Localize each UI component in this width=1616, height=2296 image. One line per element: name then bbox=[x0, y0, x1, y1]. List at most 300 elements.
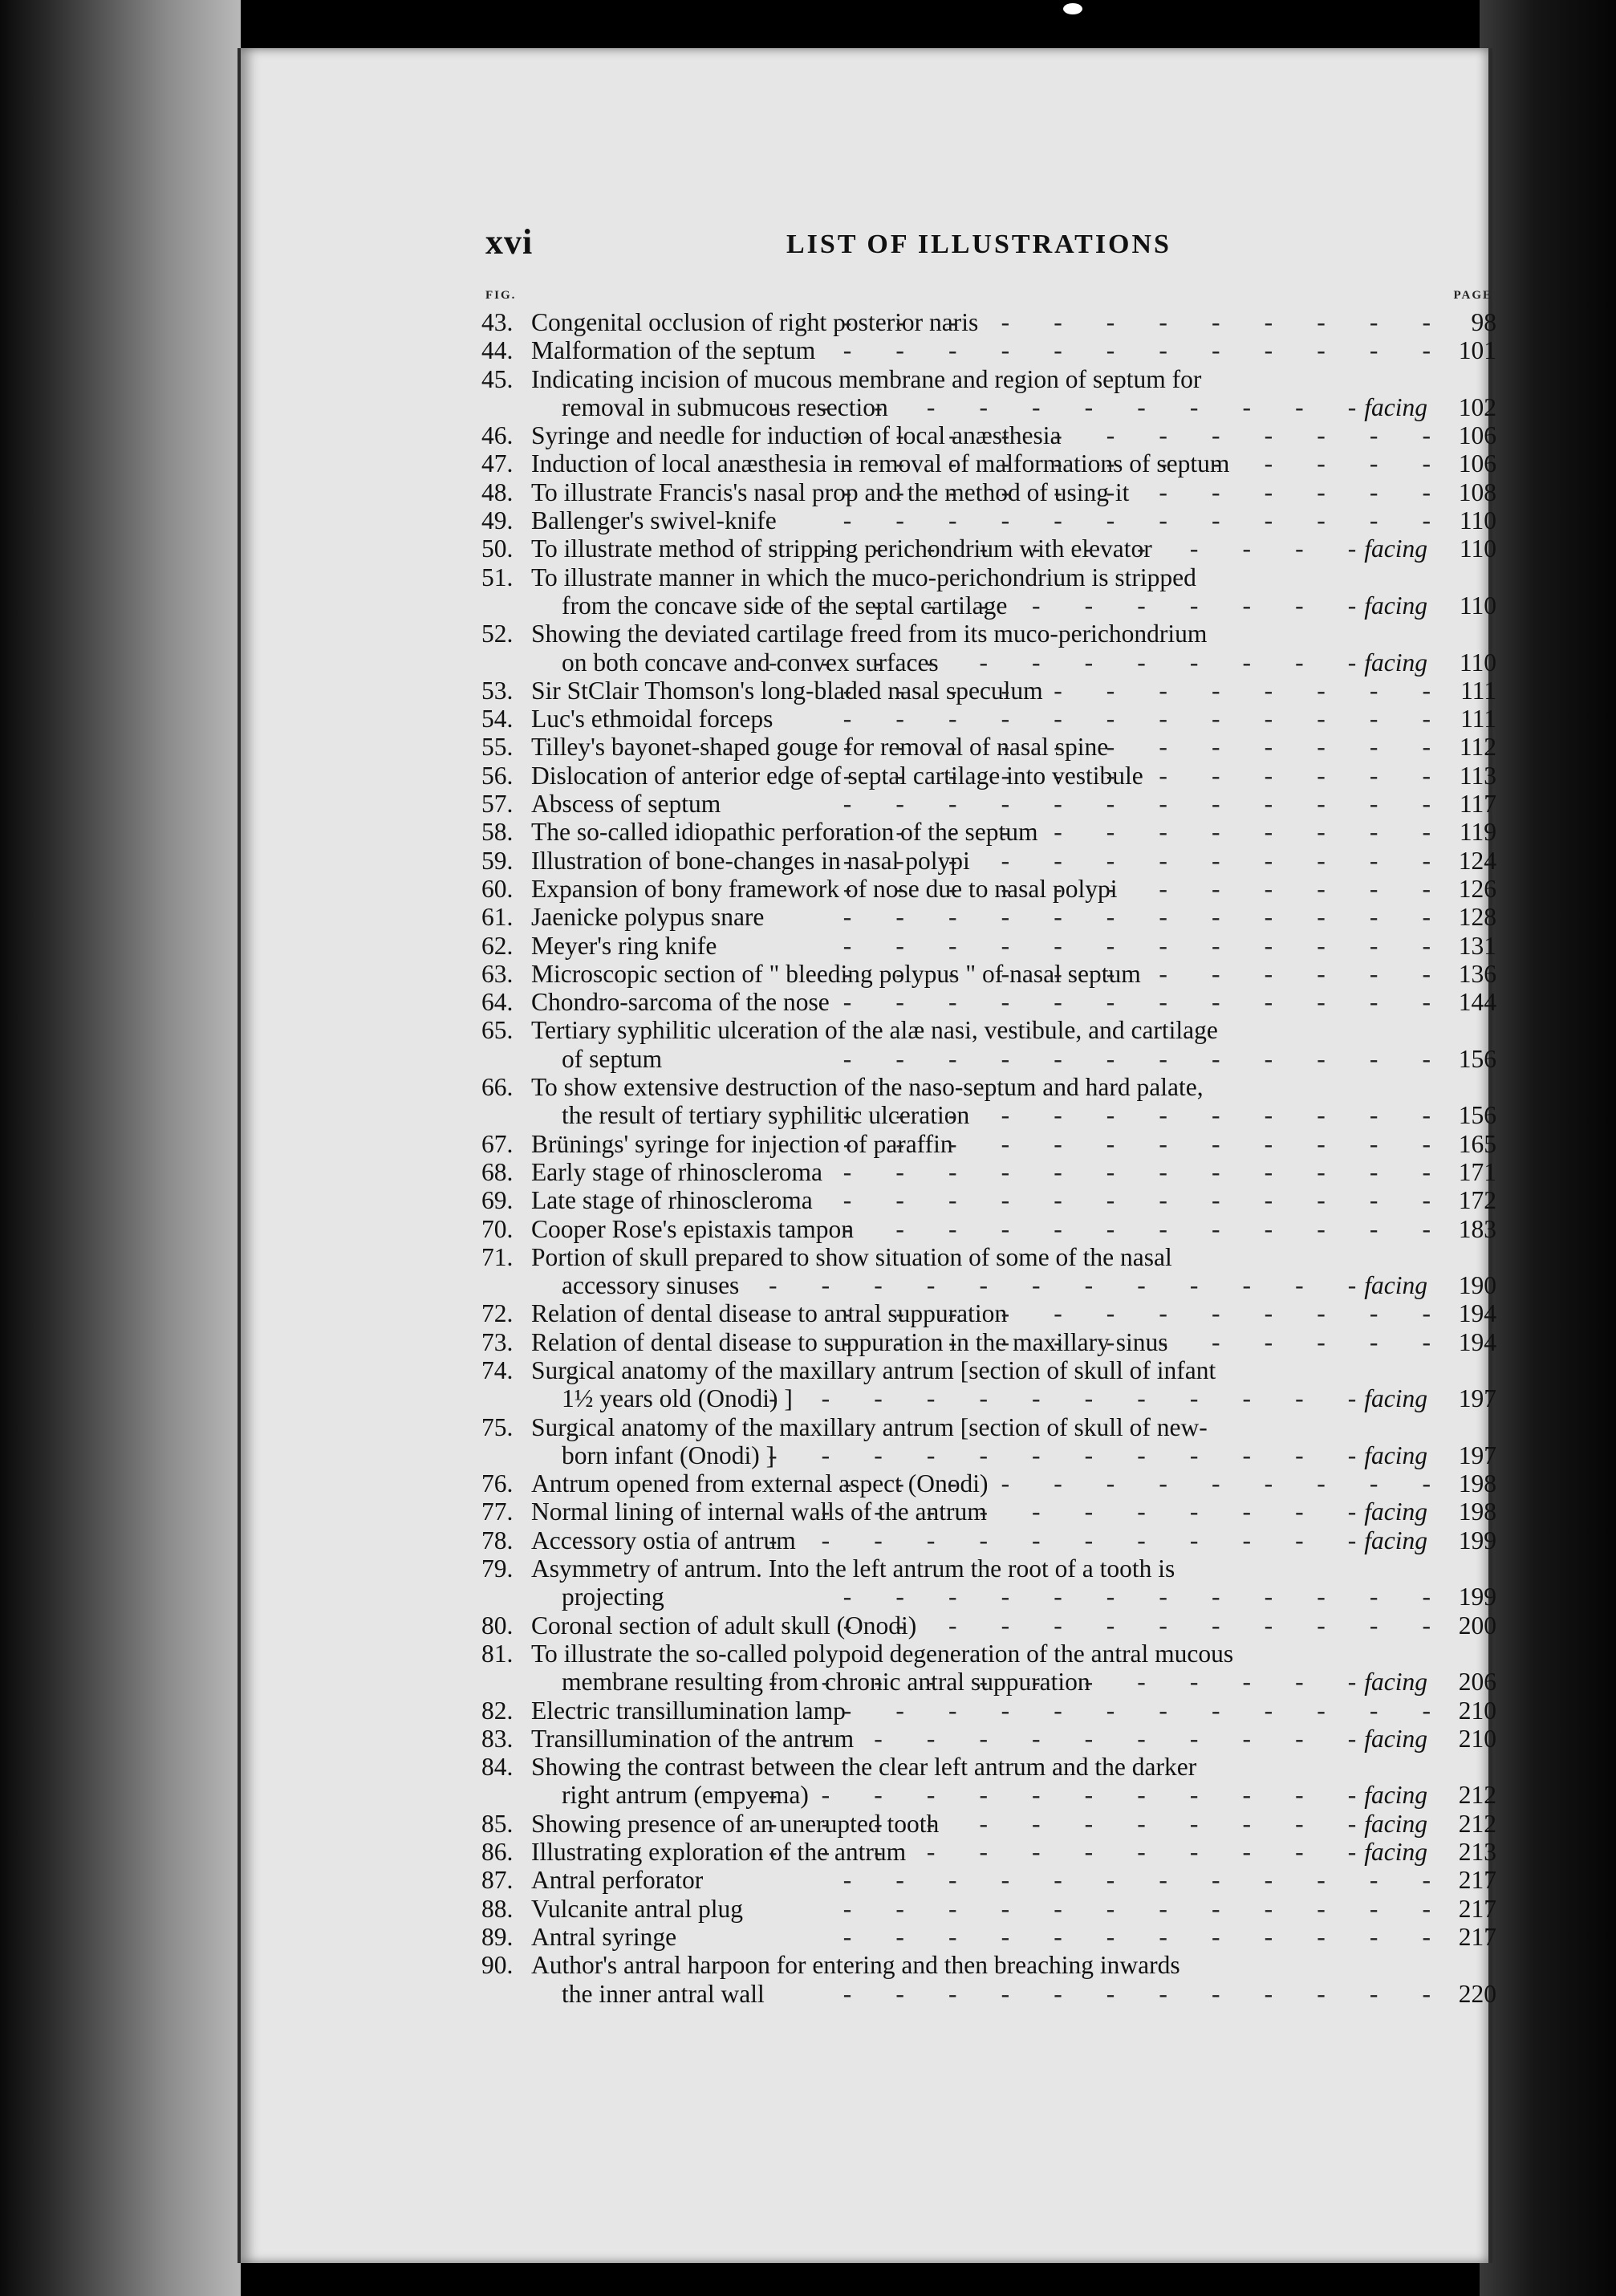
entry-line bbox=[481, 1838, 1496, 1866]
page-number: 165 bbox=[1458, 1129, 1496, 1158]
page-number: 183 bbox=[1458, 1214, 1496, 1243]
entry-line bbox=[481, 1158, 1496, 1186]
entry-line bbox=[481, 1554, 1496, 1583]
facing-label: facing bbox=[1364, 1838, 1427, 1867]
entry-line bbox=[481, 308, 1496, 336]
figure-number: 72. bbox=[481, 1299, 514, 1328]
list-entry bbox=[481, 847, 1496, 875]
dot-leader bbox=[801, 1384, 1356, 1412]
dot-leader bbox=[785, 506, 1431, 534]
figure-caption: Tertiary syphilitic ulceration of the alæ nasi, vestibule, and cartilage bbox=[531, 1016, 1218, 1045]
list-entry bbox=[481, 365, 1496, 422]
list-entry bbox=[481, 1554, 1496, 1611]
entry-line bbox=[481, 1753, 1496, 1781]
page-number: 217 bbox=[1458, 1922, 1496, 1951]
list-entry bbox=[481, 1215, 1496, 1243]
entry-line bbox=[481, 393, 1496, 421]
figure-number: 43. bbox=[481, 308, 514, 336]
page-number: 217 bbox=[1458, 1894, 1496, 1923]
facing-label: facing bbox=[1364, 392, 1427, 421]
entry-line bbox=[481, 818, 1496, 846]
list-entry bbox=[481, 1469, 1496, 1497]
entry-line bbox=[481, 1697, 1496, 1725]
figure-caption: right antrum (empyema) bbox=[562, 1781, 809, 1810]
figure-caption: of septum bbox=[562, 1044, 663, 1073]
dot-leader bbox=[670, 1045, 1431, 1073]
figure-caption: the result of tertiary syphilitic ulceration bbox=[562, 1101, 970, 1130]
list-entry bbox=[481, 1186, 1496, 1214]
entry-line bbox=[481, 1299, 1496, 1327]
page-number: 111 bbox=[1460, 676, 1496, 705]
figure-number: 55. bbox=[481, 733, 514, 762]
facing-label: facing bbox=[1364, 534, 1427, 563]
figure-number: 75. bbox=[481, 1412, 514, 1441]
figure-number: 49. bbox=[481, 506, 514, 535]
entry-line bbox=[481, 932, 1496, 960]
page-number: 156 bbox=[1458, 1044, 1496, 1073]
page-number: 110 bbox=[1459, 648, 1496, 677]
dot-leader bbox=[821, 1186, 1431, 1214]
entry-line bbox=[481, 365, 1496, 393]
figure-number: 84. bbox=[481, 1753, 514, 1782]
page-number: 144 bbox=[1458, 988, 1496, 1017]
facing-label: facing bbox=[1364, 1724, 1427, 1753]
facing-label: facing bbox=[1364, 1526, 1427, 1554]
list-entry bbox=[481, 1130, 1496, 1158]
list-entry bbox=[481, 1299, 1496, 1327]
figure-number: 77. bbox=[481, 1497, 514, 1526]
list-entry bbox=[481, 762, 1496, 790]
facing-label: facing bbox=[1364, 1497, 1427, 1526]
page-number: 198 bbox=[1458, 1469, 1496, 1498]
entry-line bbox=[481, 705, 1496, 733]
illustrations-list bbox=[481, 308, 1496, 2008]
entry-line bbox=[481, 648, 1496, 677]
dot-leader bbox=[1015, 1299, 1431, 1327]
entry-line bbox=[481, 1611, 1496, 1640]
dot-leader bbox=[830, 1158, 1431, 1186]
entry-line bbox=[481, 1497, 1496, 1526]
figure-caption: To illustrate manner in which the muco-perichondrium is stripped bbox=[531, 563, 1196, 591]
entry-line bbox=[481, 1810, 1496, 1838]
dot-leader bbox=[896, 393, 1356, 421]
figure-caption: accessory sinuses bbox=[562, 1271, 740, 1300]
figure-caption: Relation of dental disease to suppuration in the maxillary sinus bbox=[531, 1327, 1168, 1356]
facing-label: facing bbox=[1364, 1781, 1427, 1810]
figure-number: 73. bbox=[481, 1327, 514, 1356]
figure-caption: Illustrating exploration of the antrum bbox=[531, 1838, 907, 1867]
dot-leader bbox=[725, 932, 1431, 960]
page-number: 210 bbox=[1458, 1724, 1496, 1753]
figure-caption: Chondro-sarcoma of the nose bbox=[531, 988, 830, 1017]
figure-number: 79. bbox=[481, 1554, 514, 1583]
figure-caption: the inner antral wall bbox=[562, 1979, 765, 2008]
page-number: 172 bbox=[1458, 1186, 1496, 1215]
figure-caption: Antral perforator bbox=[531, 1866, 704, 1895]
figure-caption: Jaenicke polypus snare bbox=[531, 903, 765, 932]
figure-caption: Coronal section of adult skull (Onodi) bbox=[531, 1611, 917, 1640]
page-number: 117 bbox=[1459, 790, 1496, 819]
list-entry bbox=[481, 790, 1496, 818]
page-number: 113 bbox=[1459, 761, 1496, 790]
dot-leader bbox=[817, 1781, 1356, 1809]
figure-caption: Electric transillumination lamp bbox=[531, 1696, 846, 1725]
entry-line bbox=[481, 1101, 1496, 1129]
figure-number: 62. bbox=[481, 931, 514, 960]
dot-leader bbox=[781, 705, 1431, 733]
figure-number: 76. bbox=[481, 1469, 514, 1498]
figure-number: 44. bbox=[481, 336, 514, 365]
dot-leader bbox=[773, 1980, 1431, 2008]
page-number: 197 bbox=[1458, 1384, 1496, 1413]
figure-caption: Meyer's ring knife bbox=[531, 931, 717, 960]
figure-caption: Tilley's bayonet-shaped gouge for removal of nasal spine bbox=[531, 733, 1109, 762]
entry-line bbox=[481, 421, 1496, 449]
entry-line bbox=[481, 762, 1496, 790]
dot-leader bbox=[684, 1923, 1431, 1951]
figure-number: 68. bbox=[481, 1157, 514, 1186]
list-entry bbox=[481, 677, 1496, 705]
page-number: 194 bbox=[1458, 1299, 1496, 1328]
facing-label: facing bbox=[1364, 1271, 1427, 1300]
list-entry bbox=[481, 1497, 1496, 1526]
page-number: 110 bbox=[1459, 591, 1496, 620]
page-number: 190 bbox=[1458, 1271, 1496, 1300]
dot-leader bbox=[977, 1101, 1431, 1129]
figure-caption: Microscopic section of " bleeding polypus " of nasal septum bbox=[531, 959, 1141, 988]
figure-caption: Dislocation of anterior edge of septal cartilage into vestibule bbox=[531, 761, 1143, 790]
entry-line bbox=[481, 1243, 1496, 1271]
dot-leader bbox=[961, 1130, 1431, 1158]
dot-leader bbox=[1160, 534, 1357, 563]
figure-number: 59. bbox=[481, 846, 514, 875]
list-entry bbox=[481, 1697, 1496, 1725]
entry-line bbox=[481, 478, 1496, 506]
dot-leader bbox=[1151, 762, 1431, 790]
scan-speck bbox=[1063, 3, 1082, 14]
entry-line bbox=[481, 790, 1496, 818]
entry-line bbox=[481, 1045, 1496, 1073]
figure-number: 80. bbox=[481, 1611, 514, 1640]
entry-line bbox=[481, 1469, 1496, 1497]
dot-leader bbox=[1069, 421, 1431, 449]
figure-caption: Expansion of bony framework of nose due to nasal polypi bbox=[531, 874, 1118, 903]
figure-caption: To illustrate the so-called polypoid degeneration of the antral mucous bbox=[531, 1639, 1234, 1668]
list-entry bbox=[481, 1356, 1496, 1413]
entry-line bbox=[481, 1923, 1496, 1951]
entry-line bbox=[481, 1356, 1496, 1384]
figure-number: 52. bbox=[481, 620, 514, 648]
entry-line bbox=[481, 1384, 1496, 1412]
figure-caption: Surgical anatomy of the maxillary antrum [section of skull of infant bbox=[531, 1355, 1216, 1384]
dot-leader bbox=[947, 1810, 1356, 1838]
entry-line bbox=[481, 1866, 1496, 1894]
entry-line bbox=[481, 1413, 1496, 1441]
page-number: 156 bbox=[1458, 1101, 1496, 1130]
figure-caption: Sir StClair Thomson's long-bladed nasal speculum bbox=[531, 676, 1043, 705]
facing-label: facing bbox=[1364, 1668, 1427, 1697]
page-number: 111 bbox=[1460, 705, 1496, 734]
page-number: 98 bbox=[1471, 308, 1496, 336]
dot-leader bbox=[995, 1497, 1357, 1526]
figure-caption: Vulcanite antral plug bbox=[531, 1894, 744, 1923]
figure-number: 51. bbox=[481, 563, 514, 591]
figure-caption: To show extensive destruction of the naso-septum and hard palate, bbox=[531, 1073, 1204, 1102]
page-number: 110 bbox=[1459, 506, 1496, 535]
page-number: 119 bbox=[1459, 818, 1496, 847]
page-folio: xvi bbox=[485, 222, 534, 262]
list-entry bbox=[481, 818, 1496, 846]
dot-leader bbox=[711, 1866, 1431, 1894]
dot-leader bbox=[996, 1469, 1431, 1497]
list-entry bbox=[481, 875, 1496, 903]
figure-caption: removal in submucous resection bbox=[562, 392, 888, 421]
entry-line bbox=[481, 960, 1496, 988]
figure-caption: Syringe and needle for induction of local anæsthesia bbox=[531, 421, 1062, 450]
list-entry bbox=[481, 1923, 1496, 1951]
figure-caption: Relation of dental disease to antral suppuration bbox=[531, 1299, 1008, 1328]
list-entry bbox=[481, 1526, 1496, 1554]
list-entry bbox=[481, 1838, 1496, 1866]
figure-caption: from the concave side of the septal cartilage bbox=[562, 591, 1008, 620]
entry-line bbox=[481, 336, 1496, 364]
running-title: LIST OF ILLUSTRATIONS bbox=[786, 230, 1171, 259]
figure-caption: Early stage of rhinoscleroma bbox=[531, 1157, 822, 1186]
entry-line bbox=[481, 620, 1496, 648]
page-number: 128 bbox=[1458, 903, 1496, 932]
figure-number: 88. bbox=[481, 1894, 514, 1923]
entry-line bbox=[481, 1583, 1496, 1611]
list-entry bbox=[481, 308, 1496, 336]
entry-line bbox=[481, 733, 1496, 761]
page-number: 131 bbox=[1458, 931, 1496, 960]
list-entry bbox=[481, 1810, 1496, 1838]
figure-caption: membrane resulting from chronic antral suppuration bbox=[562, 1668, 1090, 1697]
page-number: 213 bbox=[1458, 1838, 1496, 1867]
entry-line bbox=[481, 847, 1496, 875]
facing-label: facing bbox=[1364, 591, 1427, 620]
figure-caption: projecting bbox=[562, 1583, 664, 1611]
dot-leader bbox=[782, 1441, 1356, 1469]
page-number: 197 bbox=[1458, 1441, 1496, 1469]
page-number: 194 bbox=[1458, 1327, 1496, 1356]
dot-leader bbox=[986, 308, 1431, 336]
page-number: 110 bbox=[1459, 534, 1496, 563]
figure-number: 45. bbox=[481, 364, 514, 393]
figure-number: 57. bbox=[481, 790, 514, 819]
list-entry bbox=[481, 1753, 1496, 1810]
list-entry bbox=[481, 563, 1496, 620]
dot-leader bbox=[914, 1838, 1356, 1866]
dot-leader bbox=[1051, 677, 1431, 705]
list-entry bbox=[481, 1951, 1496, 2008]
entry-line bbox=[481, 903, 1496, 931]
entry-line bbox=[481, 988, 1496, 1016]
dot-leader bbox=[924, 1611, 1431, 1640]
figure-number: 64. bbox=[481, 988, 514, 1017]
page-header bbox=[485, 221, 1488, 270]
dot-leader bbox=[1149, 960, 1431, 988]
entry-line bbox=[481, 1328, 1496, 1356]
figure-caption: Showing the contrast between the clear left antrum and the darker bbox=[531, 1753, 1197, 1782]
list-entry bbox=[481, 336, 1496, 364]
figure-number: 46. bbox=[481, 421, 514, 450]
list-entry bbox=[481, 478, 1496, 506]
page-number: 108 bbox=[1458, 477, 1496, 506]
list-entry bbox=[481, 620, 1496, 677]
figure-caption: Antral syringe bbox=[531, 1922, 677, 1951]
figure-number: 53. bbox=[481, 676, 514, 705]
entry-line bbox=[481, 1016, 1496, 1044]
list-entry bbox=[481, 1243, 1496, 1300]
list-entry bbox=[481, 1016, 1496, 1073]
entry-line bbox=[481, 1073, 1496, 1101]
page-number: 217 bbox=[1458, 1866, 1496, 1895]
list-entry bbox=[481, 1866, 1496, 1894]
list-entry bbox=[481, 1611, 1496, 1640]
entry-line bbox=[481, 506, 1496, 534]
entry-line bbox=[481, 1215, 1496, 1243]
figure-caption: Malformation of the septum bbox=[531, 336, 816, 365]
dot-leader bbox=[823, 336, 1431, 364]
entry-line bbox=[481, 1668, 1496, 1696]
figure-number: 66. bbox=[481, 1073, 514, 1102]
entry-line bbox=[481, 677, 1496, 705]
figure-caption: To illustrate Francis's nasal prop and the method of using it bbox=[531, 477, 1130, 506]
page-number: 200 bbox=[1458, 1611, 1496, 1640]
page-number: 206 bbox=[1458, 1668, 1496, 1697]
page-number: 101 bbox=[1458, 336, 1496, 365]
figure-caption: Author's antral harpoon for entering and then breaching inwards bbox=[531, 1951, 1180, 1980]
list-entry bbox=[481, 960, 1496, 988]
dot-leader bbox=[862, 1215, 1431, 1243]
list-entry bbox=[481, 705, 1496, 733]
figure-caption: The so-called idiopathic perforation of the septum bbox=[531, 818, 1038, 847]
dot-leader bbox=[672, 1583, 1431, 1611]
dot-leader bbox=[1015, 591, 1356, 620]
facing-label: facing bbox=[1364, 1384, 1427, 1413]
entry-line bbox=[481, 1271, 1496, 1299]
figure-number: 74. bbox=[481, 1355, 514, 1384]
facing-label: facing bbox=[1364, 1441, 1427, 1469]
figure-number: 48. bbox=[481, 477, 514, 506]
entry-line bbox=[481, 1441, 1496, 1469]
figure-number: 71. bbox=[481, 1242, 514, 1271]
page-number: 124 bbox=[1458, 846, 1496, 875]
list-entry bbox=[481, 733, 1496, 761]
figure-caption: 1½ years old (Onodi) ] bbox=[562, 1384, 793, 1413]
figure-number: 70. bbox=[481, 1214, 514, 1243]
figure-caption: on both concave and convex surfaces bbox=[562, 648, 939, 677]
page-number: 199 bbox=[1458, 1526, 1496, 1554]
figure-caption: Induction of local anæsthesia in removal of malformations of septum bbox=[531, 449, 1230, 478]
figure-caption: Asymmetry of antrum. Into the left antrum the root of a tooth is bbox=[531, 1554, 1175, 1583]
page-number: 210 bbox=[1458, 1696, 1496, 1725]
page-number: 126 bbox=[1458, 874, 1496, 903]
entry-line bbox=[481, 1130, 1496, 1158]
figure-number: 61. bbox=[481, 903, 514, 932]
figure-number: 85. bbox=[481, 1809, 514, 1838]
page-number: 171 bbox=[1458, 1157, 1496, 1186]
entry-line bbox=[481, 563, 1496, 591]
dot-leader bbox=[1175, 1328, 1431, 1356]
list-entry bbox=[481, 932, 1496, 960]
figure-number: 90. bbox=[481, 1951, 514, 1980]
list-entry bbox=[481, 1413, 1496, 1470]
figure-number: 54. bbox=[481, 705, 514, 734]
page-number: 199 bbox=[1458, 1583, 1496, 1611]
dot-leader bbox=[1116, 733, 1431, 761]
figure-number: 56. bbox=[481, 761, 514, 790]
dot-leader bbox=[947, 648, 1357, 677]
figure-caption: Abscess of septum bbox=[531, 790, 721, 819]
entry-line bbox=[481, 449, 1496, 477]
page-number: 198 bbox=[1458, 1497, 1496, 1526]
entry-line bbox=[481, 1781, 1496, 1809]
entry-line bbox=[481, 591, 1496, 620]
list-entry bbox=[481, 903, 1496, 931]
figure-caption: born infant (Onodi) ] bbox=[562, 1441, 775, 1469]
figure-caption: Showing presence of an unerupted tooth bbox=[531, 1809, 940, 1838]
page-number: 106 bbox=[1458, 449, 1496, 478]
dot-leader bbox=[747, 1271, 1356, 1299]
figure-caption: Congenital occlusion of right posterior naris bbox=[531, 308, 979, 336]
figure-number: 60. bbox=[481, 874, 514, 903]
figure-caption: Cooper Rose's epistaxis tampon bbox=[531, 1214, 855, 1243]
figure-number: 69. bbox=[481, 1186, 514, 1215]
list-entry bbox=[481, 1158, 1496, 1186]
scan-margin-right bbox=[1480, 0, 1616, 2296]
page-number: 212 bbox=[1458, 1781, 1496, 1810]
entry-line bbox=[481, 875, 1496, 903]
figure-number: 82. bbox=[481, 1696, 514, 1725]
list-entry bbox=[481, 421, 1496, 449]
dot-leader bbox=[804, 1526, 1356, 1554]
entry-line bbox=[481, 1980, 1496, 2008]
list-entry bbox=[481, 1725, 1496, 1753]
list-entry bbox=[481, 1640, 1496, 1697]
list-entry bbox=[481, 1073, 1496, 1130]
figure-caption: Accessory ostia of antrum bbox=[531, 1526, 796, 1554]
figure-caption: Late stage of rhinoscleroma bbox=[531, 1186, 813, 1215]
entry-line bbox=[481, 1526, 1496, 1554]
figure-caption: Transillumination of the antrum bbox=[531, 1724, 855, 1753]
dot-leader bbox=[838, 988, 1431, 1016]
figure-number: 58. bbox=[481, 818, 514, 847]
list-entry bbox=[481, 1895, 1496, 1923]
facing-label: facing bbox=[1364, 648, 1427, 677]
figure-caption: Antrum opened from external aspect (Onodi) bbox=[531, 1469, 989, 1498]
page-number: 102 bbox=[1458, 392, 1496, 421]
figure-number: 81. bbox=[481, 1639, 514, 1668]
dot-leader bbox=[729, 790, 1431, 818]
figure-caption: Ballenger's swivel-knife bbox=[531, 506, 777, 535]
figure-caption: Luc's ethmoidal forceps bbox=[531, 705, 773, 734]
figure-caption: Normal lining of internal walls of the antrum bbox=[531, 1497, 987, 1526]
dot-leader bbox=[854, 1697, 1431, 1725]
figure-caption: Brünings' syringe for injection of paraffin bbox=[531, 1129, 953, 1158]
figure-number: 63. bbox=[481, 959, 514, 988]
figure-number: 86. bbox=[481, 1838, 514, 1867]
figure-number: 89. bbox=[481, 1922, 514, 1951]
list-entry bbox=[481, 506, 1496, 534]
list-entry bbox=[481, 988, 1496, 1016]
figure-caption: Showing the deviated cartilage freed from its muco-perichondrium bbox=[531, 620, 1208, 648]
page-column-heading: PAGE bbox=[1453, 289, 1492, 302]
entry-line bbox=[481, 1186, 1496, 1214]
figure-number: 87. bbox=[481, 1866, 514, 1895]
page-number: 136 bbox=[1458, 959, 1496, 988]
